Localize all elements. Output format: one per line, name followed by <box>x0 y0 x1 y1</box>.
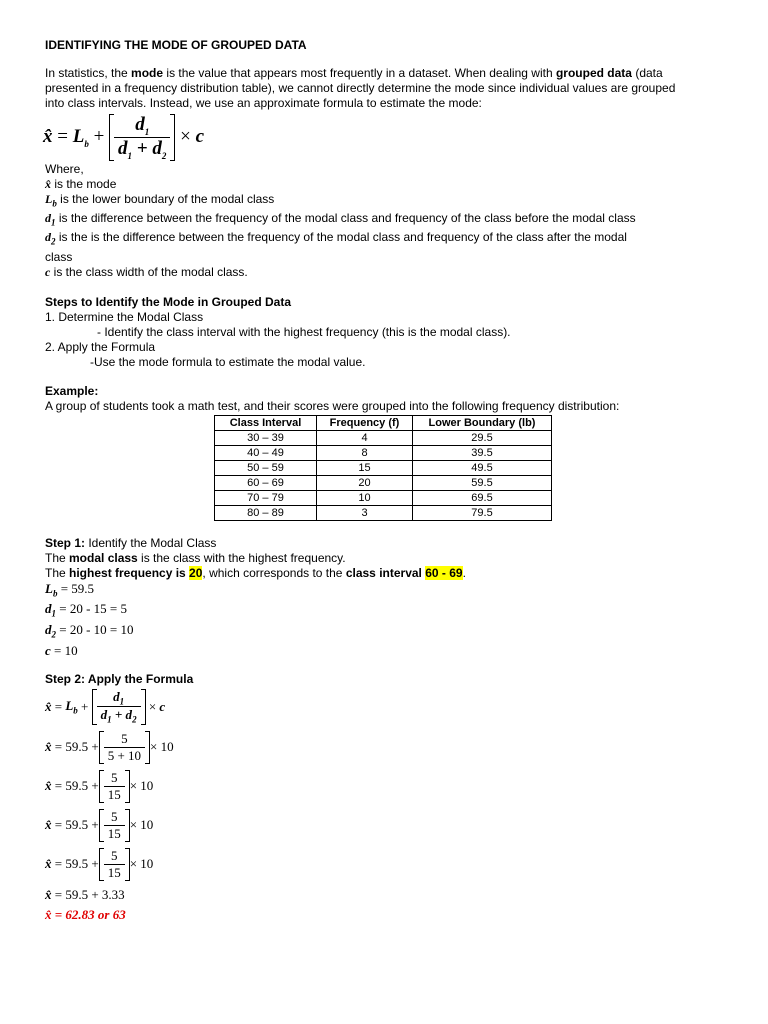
where-section: Where, x̂ is the mode $L_b$ is the lower boundary of the modal class $d_1$ is the difference between the frequency of the modal class and frequency of the class before the modal class $d_2$ is the is the difference between the frequency of the modal class and frequency of the class after the modal class c is the class width of the modal class. <box>45 162 735 280</box>
fraction-denominator: 5 + 10 <box>104 747 145 764</box>
table-header: Frequency (f) <box>317 415 413 430</box>
fraction-denominator: 15 <box>104 825 125 842</box>
intro-text: presented in a frequency distribution table), we cannot directly determine the mode since individual values are grouped <box>45 81 676 95</box>
step-detail: -Use the mode formula to estimate the modal value. <box>90 354 366 369</box>
table-header: Lower Boundary (lb) <box>413 415 552 430</box>
step2-sub1: x̂ = 59.5 + $\frac{5}{5 + 10}$ × 10 <box>45 730 174 763</box>
step1-text: , which corresponds to the <box>202 565 346 580</box>
table-row <box>215 490 552 505</box>
step2-sub4: x̂ = 59.5 + $\frac{5}{15}$ × 10 <box>45 847 154 880</box>
fraction-denominator: 15 <box>104 786 125 803</box>
where-lb: is the lower boundary of the modal class <box>56 191 275 206</box>
step1-text: The <box>45 565 70 580</box>
step1-text: . <box>462 565 466 580</box>
fraction-numerator: 5 <box>110 808 118 824</box>
step2-sub3: x̂ = 59.5 + $\frac{5}{15}$ × 10 <box>45 808 154 841</box>
table-row <box>215 505 552 520</box>
step1-class-interval-label: class interval <box>345 565 426 580</box>
steps-heading: Steps to Identify the Mode in Grouped Data <box>45 294 292 309</box>
table-cell: 49.5 <box>413 460 552 475</box>
step-detail: - Identify the class interval with the highest frequency (this is the modal class). <box>97 324 511 339</box>
intro-text: (data <box>631 66 663 80</box>
table-row <box>215 445 552 460</box>
table-cell: 79.5 <box>413 505 552 520</box>
where-d2-cont: class <box>45 249 73 264</box>
step2-base: 59.5 + <box>65 817 99 833</box>
fraction-numerator: 5 <box>110 847 118 863</box>
steps-section <box>45 295 735 370</box>
fraction-denominator: 15 <box>104 864 125 881</box>
table-cell: 60 – 69 <box>215 475 317 490</box>
fraction-numerator: 5 <box>121 730 128 746</box>
times-ten: × 10 <box>129 856 154 872</box>
frequency-table <box>214 415 552 521</box>
step-item: 2. Apply the Formula <box>45 339 156 354</box>
highlight-interval: 60 - 69 <box>425 565 463 580</box>
d2-value: = 20 - 10 = 10 <box>56 621 134 637</box>
table-cell: 8 <box>317 445 413 460</box>
table-cell: 30 – 39 <box>215 430 317 445</box>
d1-value: = 20 - 15 = 5 <box>56 601 127 617</box>
intro-text: is the value that appears most frequently in a dataset. When dealing with <box>163 66 556 80</box>
step2-heading: Step 2: Apply the Formula <box>45 671 194 686</box>
step2-formula: x̂ = $L_b$ + $\frac{d_1}{d_1 + d_2}$ × c <box>45 688 166 725</box>
table-cell: 10 <box>317 490 413 505</box>
step2-base: 59.5 + <box>65 856 99 872</box>
fraction-numerator: 5 <box>110 769 118 785</box>
sum-line: = 59.5 + 3.33 <box>51 886 125 902</box>
table-cell: 80 – 89 <box>215 505 317 520</box>
table-row <box>215 460 552 475</box>
intro-grouped-word: grouped data <box>555 66 632 80</box>
table-row <box>215 430 552 445</box>
example-section <box>45 384 735 521</box>
c-value: = 10 <box>50 642 78 658</box>
step2-base: 59.5 + <box>65 739 99 755</box>
example-heading: Example: <box>45 383 99 398</box>
table-cell: 39.5 <box>413 445 552 460</box>
where-xhat: is the mode <box>51 176 117 191</box>
step2-sum: x̂ = 59.5 + 3.33 <box>45 886 125 902</box>
step1-title: Identify the Modal Class <box>85 535 217 550</box>
step2-sub2: x̂ = 59.5 + $\frac{5}{15}$ × 10 <box>45 769 154 802</box>
intro-mode-word: mode <box>131 66 164 80</box>
step1-label: Step 1: <box>45 535 86 550</box>
step-item: 1. Determine the Modal Class <box>45 309 204 324</box>
mode-formula: x̂ = $L_b$ + $\frac{d_1}{d_1 + d_2}$ × c <box>43 114 205 161</box>
table-cell: 15 <box>317 460 413 475</box>
intro-text: In statistics, the <box>45 66 132 80</box>
highlight-frequency: 20 <box>189 565 203 580</box>
where-c: is the class width of the modal class. <box>50 264 248 279</box>
intro-text: into class intervals. Instead, we use an approximate formula to estimate the mode: <box>45 96 482 110</box>
lb-value: = 59.5 <box>57 580 95 596</box>
table-header: Class Interval <box>215 415 317 430</box>
where-d1: is the difference between the frequency of the modal class and frequency of the class before the modal class <box>55 210 636 225</box>
table-cell: 59.5 <box>413 475 552 490</box>
step1-text: is the class with the highest frequency. <box>137 550 346 565</box>
table-cell: 4 <box>317 430 413 445</box>
where-label: Where, <box>45 161 84 176</box>
where-d2: is the is the difference between the frequency of the modal class and frequency of the class after the modal <box>55 230 627 245</box>
times-ten: × 10 <box>129 778 154 794</box>
intro-paragraph <box>45 66 735 111</box>
step2-base: 59.5 + <box>65 778 99 794</box>
document-page <box>45 38 735 923</box>
table-row <box>215 475 552 490</box>
step2-section <box>45 672 735 923</box>
step1-highest-label: highest frequency is <box>69 565 190 580</box>
result-value: = 62.83 or 63 <box>51 906 126 922</box>
times-ten: × 10 <box>129 817 154 833</box>
table-cell: 50 – 59 <box>215 460 317 475</box>
step1-modal-class: modal class <box>69 550 138 565</box>
times-ten: × 10 <box>150 739 174 755</box>
table-cell: 69.5 <box>413 490 552 505</box>
step1-text: The <box>45 550 70 565</box>
document-title: IDENTIFYING THE MODE OF GROUPED DATA <box>45 38 307 52</box>
step1-section: Step 1: Identify the Modal Class The modal class is the class with the highest frequency. The highest frequency is 20, which corresponds to the class interval 60 - 69. $L_b = 59.5$ $d_1 = 20 - 15 = 5$ $d_2 = 20 - 10 = 10$ c = 10 <box>45 535 466 658</box>
table-cell: 3 <box>317 505 413 520</box>
table-cell: 70 – 79 <box>215 490 317 505</box>
example-text: A group of students took a math test, and their scores were grouped into the following frequency distribution: <box>45 398 620 413</box>
table-cell: 20 <box>317 475 413 490</box>
final-result: x̂ = 62.83 or 63 <box>45 906 126 922</box>
table-cell: 29.5 <box>413 430 552 445</box>
table-cell: 40 – 49 <box>215 445 317 460</box>
